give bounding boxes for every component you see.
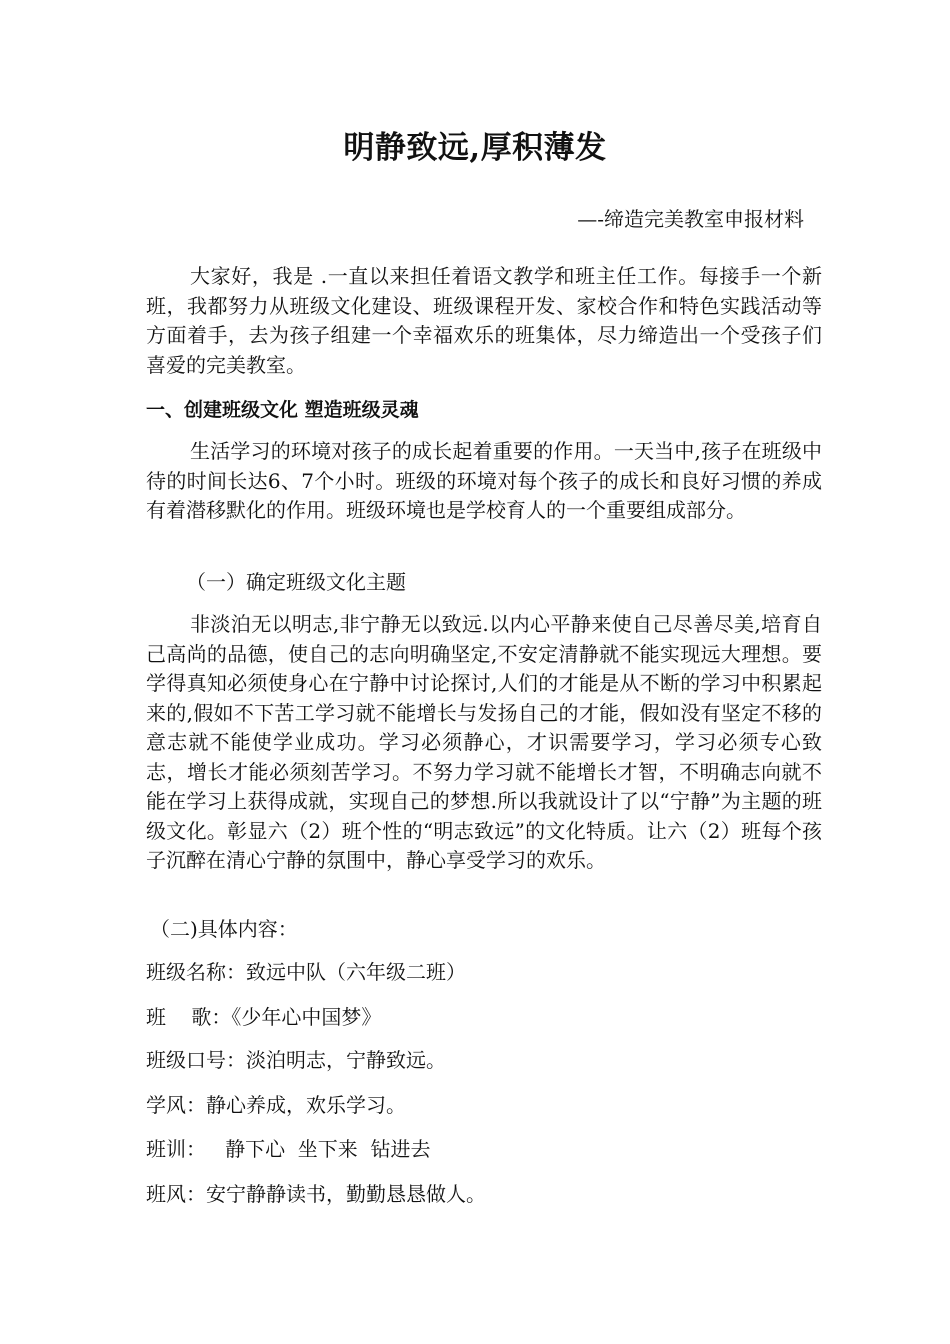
list-item: 班级口号：淡泊明志，宁静致远。 — [146, 1048, 446, 1072]
list-item: 班级名称：致远中队（六年级二班） — [146, 960, 466, 984]
document-subtitle: —-缔造完美教室申报材料 — [577, 207, 804, 231]
list-item: 班训： 静下心 坐下来 钻进去 — [146, 1137, 431, 1161]
section-paragraph: 生活学习的环境对孩子的成长起着重要的作用。一天当中,孩子在班级中待的时间长达6、7个小时。班级的环境对每个孩子的成长和良好习惯的养成有着潜移默化的作用。班级环境也是学校育人的一个重要组成部分。 — [146, 439, 822, 522]
subsection-heading: （一）确定班级文化主题 — [186, 570, 406, 594]
section-heading: 一、创建班级文化 塑造班级灵魂 — [146, 399, 419, 421]
list-item: 班 歌：《少年心中国梦》 — [146, 1005, 382, 1029]
subsection-heading-content: （二)具体内容： — [150, 917, 298, 941]
intro-paragraph: 大家好，我是 .一直以来担任着语文教学和班主任工作。每接手一个新班，我都努力从班级文化建设、班级课程开发、家校合作和特色实践活动等方面着手，去为孩子组建一个幸福欢乐的班集体，尽力缔造出一个受孩子们喜爱的完美教室。 — [146, 264, 822, 377]
document-title: 明静致远,厚积薄发 — [343, 130, 607, 166]
list-item: 班风：安宁静静读书，勤勤恳恳做人。 — [146, 1182, 486, 1206]
theme-paragraph: 非淡泊无以明志,非宁静无以致远.以内心平静来使自己尽善尽美,培育自己高尚的品德，使自己的志向明确坚定,不安定清静就不能实现远大理想。要学得真知必须使身心在宁静中讨论探讨,人们的才能是从不断的学习中积累起来的,假如不下苦工学习就不能增长与发扬自己的才能，假如没有坚定不移的意志就不能使学业成功。学习必须静心，才识需要学习，学习必须专心致志，增长才能必须刻苦学习。不努力学习就不能增长才智，不明确志向就不能在学习上获得成就，实现自己的梦想.所以我就设计了以“宁静”为主题的班级文化。彰显六（2）班个性的“明志致远”的文化特质。让六（2）班每个孩子沉醉在清心宁静的氛围中，静心享受学习的欢乐。 — [146, 612, 822, 872]
list-item: 学风：静心养成，欢乐学习。 — [146, 1093, 406, 1117]
